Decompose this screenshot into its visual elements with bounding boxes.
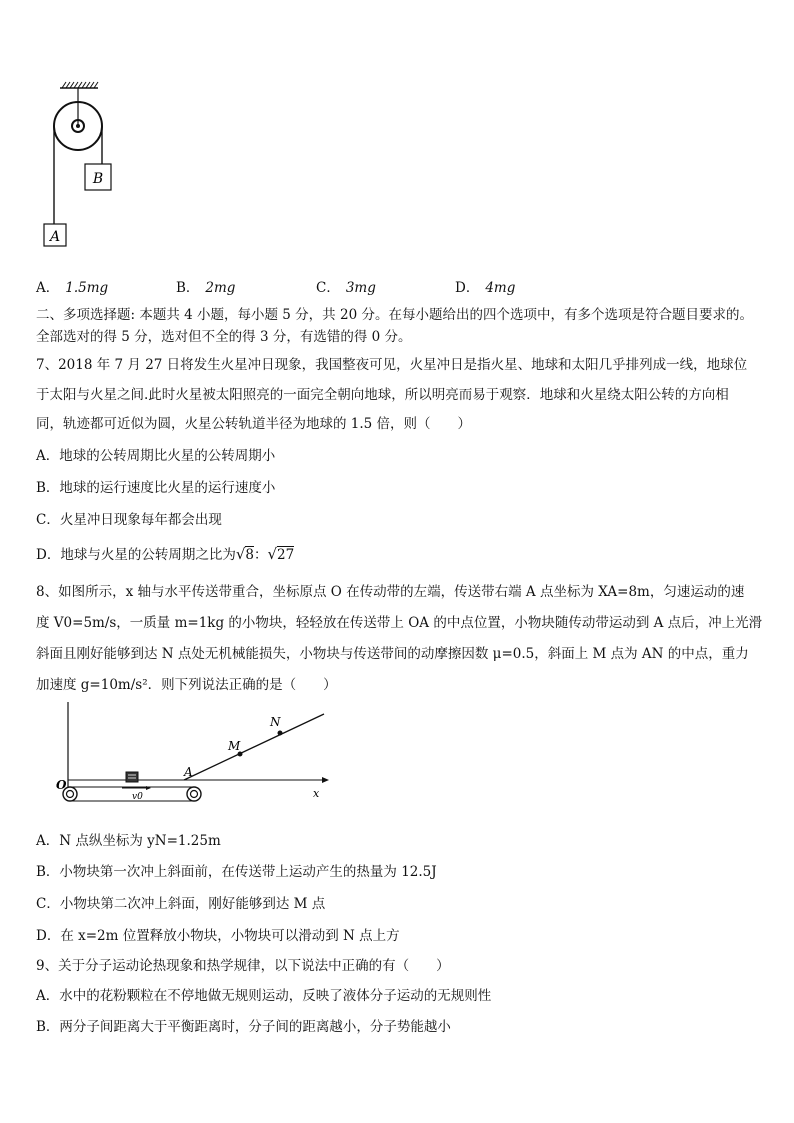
q8-stem-line2: 度 V0=5m/s，一质量 m=1kg 的小物块，轻轻放在传送带上 OA 的中点位置，小物块随传动带运动到 A 点后，冲上光滑 xyxy=(36,615,763,631)
q8-option-c[interactable]: C．小物块第二次冲上斜面，刚好能够到达 M 点 xyxy=(36,896,326,912)
q8-stem-line1: 8、如图所示，x 轴与水平传送带重合，坐标原点 O 在传动带的左端，传送带右端 A 点坐标为 XA=8m，匀速运动的速 xyxy=(36,584,745,600)
q8-stem-line3: 斜面且刚好能够到达 N 点处无机械能损失，小物块与传送带间的动摩擦因数 μ=0.5，斜面上 M 点为 AN 的中点，重力 xyxy=(36,646,749,662)
q9-stem: 9、关于分子运动论热现象和热学规律，以下说法中正确的有（ ） xyxy=(36,958,450,974)
block-b-label: B xyxy=(92,171,104,187)
pulley-figure xyxy=(40,78,130,258)
velocity-label: v0 xyxy=(132,792,143,802)
q8-option-a[interactable]: A．N 点纵坐标为 yN=1.25m xyxy=(36,833,221,849)
q6-option-d[interactable]: D． 4mg xyxy=(455,280,516,296)
q8-option-d[interactable]: D．在 x=2m 位置释放小物块，小物块可以滑动到 N 点上方 xyxy=(36,928,400,944)
q7-stem-line2: 于太阳与火星之间.此时火星被太阳照亮的一面完全朝向地球，所以明亮而易于观察．地球和火星绕太阳公转的方向相 xyxy=(36,387,729,403)
q9-option-a[interactable]: A．水中的花粉颗粒在不停地做无规则运动，反映了液体分子运动的无规则性 xyxy=(36,988,492,1004)
section-heading-line1: 二、多项选择题: 本题共 4 小题，每小题 5 分，共 20 分。在每小题给出的四个选项中，有多个选项是符合题目要求的。 xyxy=(36,307,753,323)
q8-stem-line4: 加速度 g=10m/s²．则下列说法正确的是（ ） xyxy=(36,677,337,693)
radical-27: 27 xyxy=(277,547,295,563)
origin-label: O xyxy=(56,778,67,792)
section-heading-line2: 全部选对的得 5 分，选对但不全的得 3 分，有选错的得 0 分。 xyxy=(36,329,412,345)
radical-8: 8 xyxy=(245,547,254,563)
q6-option-a[interactable]: A． 1.5mg xyxy=(36,280,109,296)
q9-option-b[interactable]: B．两分子间距离大于平衡距离时，分子间的距离越小，分子势能越小 xyxy=(36,1019,451,1035)
point-n-label: N xyxy=(270,715,281,729)
q7-option-b[interactable]: B．地球的运行速度比火星的运行速度小 xyxy=(36,480,276,496)
q6-option-c[interactable]: C． 3mg xyxy=(316,280,376,296)
q7-option-a[interactable]: A．地球的公转周期比火星的公转周期小 xyxy=(36,448,276,464)
q7-option-c[interactable]: C．火星冲日现象每年都会出现 xyxy=(36,512,222,528)
axis-x-label: x xyxy=(313,787,320,800)
q6-option-b[interactable]: B． 2mg xyxy=(176,280,236,296)
q7-stem-line3: 同，轨迹都可近似为圆，火星公转轨道半径为地球的 1.5 倍，则（ ） xyxy=(36,416,472,432)
block-a-label: A xyxy=(49,229,61,245)
q7-option-d[interactable]: D．地球与火星的公转周期之比为√8：√27 xyxy=(36,545,295,563)
point-m-label: M xyxy=(228,739,241,753)
q7-stem-line1: 7、2018 年 7 月 27 日将发生火星冲日现象，我国整夜可见，火星冲日是指火星、地球和太阳几乎排列成一线，地球位 xyxy=(36,357,748,373)
point-a-label: A xyxy=(184,765,193,779)
conveyor-figure xyxy=(50,700,340,806)
q8-option-b[interactable]: B．小物块第一次冲上斜面前，在传送带上运动产生的热量为 12.5J xyxy=(36,864,437,880)
